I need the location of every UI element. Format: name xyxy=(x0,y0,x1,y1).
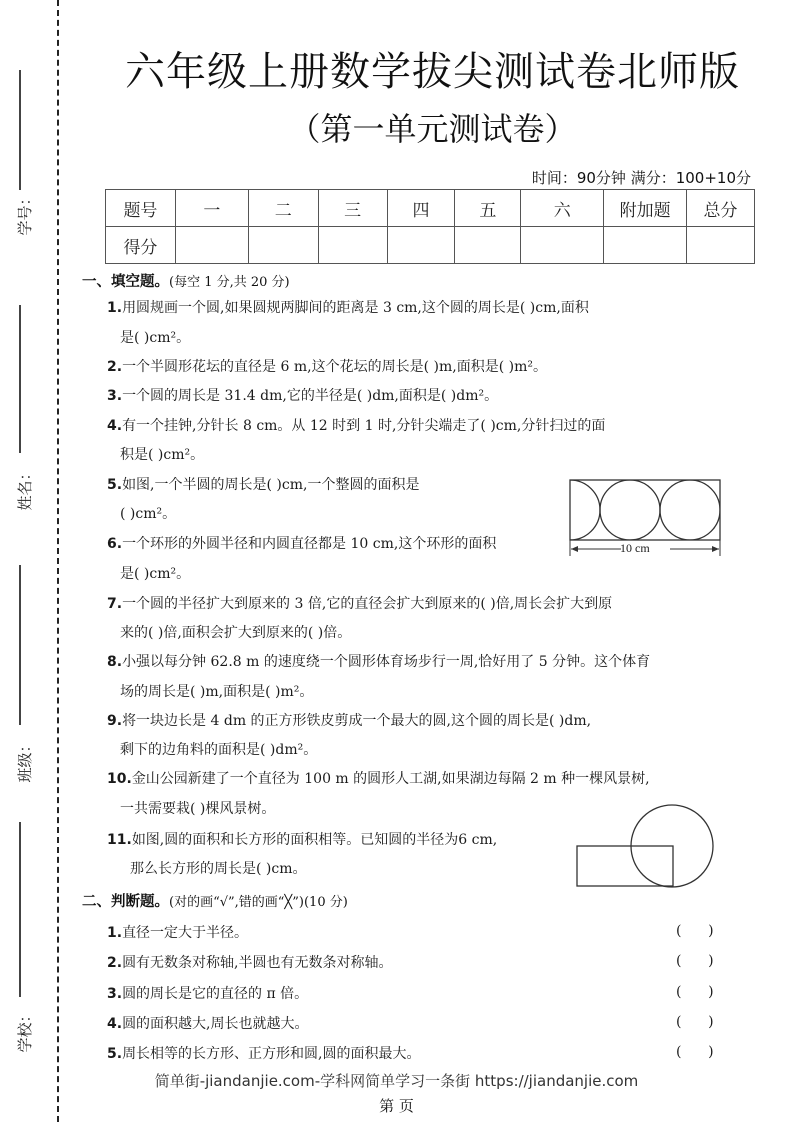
score-cell-6[interactable] xyxy=(521,227,604,264)
header-cell: 二 xyxy=(248,190,318,227)
page-subtitle: （第一单元测试卷） xyxy=(288,110,577,148)
school-label: 学校： xyxy=(16,1007,34,1053)
question-9-cont: 剩下的边角料的面积是( )dm²。 xyxy=(120,742,318,758)
question-5-cont: ( )cm²。 xyxy=(120,506,177,522)
judge-2: 2.圆有无数条对称轴,半圆也有无数条对称轴。 xyxy=(107,955,393,971)
header-cell: 五 xyxy=(455,190,521,227)
question-8: 8.小强以每分钟 62.8 m 的速度绕一个圆形体育场步行一周,恰好用了 5 分钟。这个体育 xyxy=(107,654,651,670)
header-cell: 三 xyxy=(318,190,387,227)
judge-5-answer[interactable]: ( ) xyxy=(676,1044,714,1060)
page-title: 六年级上册数学拔尖测试卷北师版 xyxy=(125,49,740,95)
judge-1: 1.直径一定大于半径。 xyxy=(107,925,249,941)
score-row-label: 得分 xyxy=(106,227,176,264)
score-table-score-row xyxy=(106,227,755,264)
name-label: 姓名： xyxy=(16,465,34,511)
question-1-cont: 是( )cm²。 xyxy=(120,330,191,346)
section2-heading xyxy=(82,890,348,911)
judge-4-answer[interactable]: ( ) xyxy=(676,1014,714,1030)
question-5: 5.如图,一个半圆的周长是( )cm,一个整圆的面积是 xyxy=(107,477,420,493)
score-cell-5[interactable] xyxy=(455,227,521,264)
header-cell: 附加题 xyxy=(604,190,687,227)
score-cell-total[interactable] xyxy=(687,227,755,264)
judge-2-answer[interactable]: ( ) xyxy=(676,953,714,969)
figure5-dimension-label: 10 cm xyxy=(620,541,650,555)
question-10-cont: 一共需要栽( )棵风景树。 xyxy=(120,801,276,817)
section2-note: (对的画“√”,错的画“╳”)(10 分) xyxy=(169,895,348,910)
question-11: 11.如图,圆的面积和长方形的面积相等。已知圆的半径为6 cm, xyxy=(107,832,498,848)
name-line[interactable] xyxy=(19,305,21,453)
question-4-cont: 积是( )cm²。 xyxy=(120,447,205,463)
judge-1-answer[interactable]: ( ) xyxy=(676,923,714,939)
watermark-footer: 简单街-jiandanjie.com-学科网简单学习一条街 https://jiandanjie.com xyxy=(154,1072,639,1090)
header-cell: 题号 xyxy=(106,190,176,227)
question-6-cont: 是( )cm²。 xyxy=(120,566,191,582)
question-2: 2.一个半圆形花坛的直径是 6 m,这个花坛的周长是( )m,面积是( )m²。 xyxy=(107,359,547,375)
header-cell: 六 xyxy=(521,190,604,227)
student-id-line[interactable] xyxy=(19,70,21,190)
score-cell-3[interactable] xyxy=(318,227,387,264)
score-cell-4[interactable] xyxy=(387,227,455,264)
header-cell: 一 xyxy=(175,190,248,227)
exam-meta: 时间：90分钟 满分：100+10分 xyxy=(531,169,751,187)
question-3: 3.一个圆的周长是 31.4 dm,它的半径是( )dm,面积是( )dm²。 xyxy=(107,388,499,404)
question-6: 6.一个环形的外圆半径和内圆直径都是 10 cm,这个环形的面积 xyxy=(107,536,497,552)
score-table-header-row xyxy=(106,190,755,227)
score-cell-1[interactable] xyxy=(175,227,248,264)
score-table xyxy=(105,189,755,264)
judge-4: 4.圆的面积越大,周长也就越大。 xyxy=(107,1016,309,1032)
question-7: 7.一个圆的半径扩大到原来的 3 倍,它的直径会扩大到原来的( )倍,周长会扩大到原 xyxy=(107,596,613,612)
question-10: 10.金山公园新建了一个直径为 100 m 的圆形人工湖,如果湖边每隔 2 m 种一棵风景树, xyxy=(107,771,650,787)
judge-5: 5.周长相等的长方形、正方形和圆,圆的面积最大。 xyxy=(107,1046,421,1062)
question-8-cont: 场的周长是( )m,面积是( )m²。 xyxy=(120,684,314,700)
question-7-cont: 来的( )倍,面积会扩大到原来的( )倍。 xyxy=(120,625,352,641)
score-cell-2[interactable] xyxy=(248,227,318,264)
section1-note: (每空 1 分,共 20 分) xyxy=(169,275,290,290)
question-1: 1.用圆规画一个圆,如果圆规两脚间的距离是 3 cm,这个圆的周长是( )cm,面积 xyxy=(107,300,589,316)
class-label: 班级： xyxy=(16,737,34,783)
question-9: 9.将一块边长是 4 dm 的正方形铁皮剪成一个最大的圆,这个圆的周长是( )dm, xyxy=(107,713,592,729)
header-cell: 四 xyxy=(387,190,455,227)
question-11-cont: 那么长方形的周长是( )cm。 xyxy=(130,861,307,877)
question-4: 4.有一个挂钟,分针长 8 cm。从 12 时到 1 时,分针尖端走了( )cm,分针扫过的面 xyxy=(107,418,606,434)
circle-rectangle-figure xyxy=(572,800,732,890)
section2-title: 二、判断题。 xyxy=(82,894,169,910)
class-line[interactable] xyxy=(19,565,21,725)
school-line[interactable] xyxy=(19,822,21,997)
page-number: 第 页 xyxy=(379,1097,414,1115)
binding-dashed-line xyxy=(57,0,59,1122)
score-cell-bonus[interactable] xyxy=(604,227,687,264)
header-cell: 总分 xyxy=(687,190,755,227)
section1-title: 一、填空题。 xyxy=(82,274,169,290)
judge-3: 3.圆的周长是它的直径的 π 倍。 xyxy=(107,986,309,1002)
student-id-label: 学号： xyxy=(16,190,34,236)
section1-heading xyxy=(82,270,290,291)
judge-3-answer[interactable]: ( ) xyxy=(676,984,714,1000)
